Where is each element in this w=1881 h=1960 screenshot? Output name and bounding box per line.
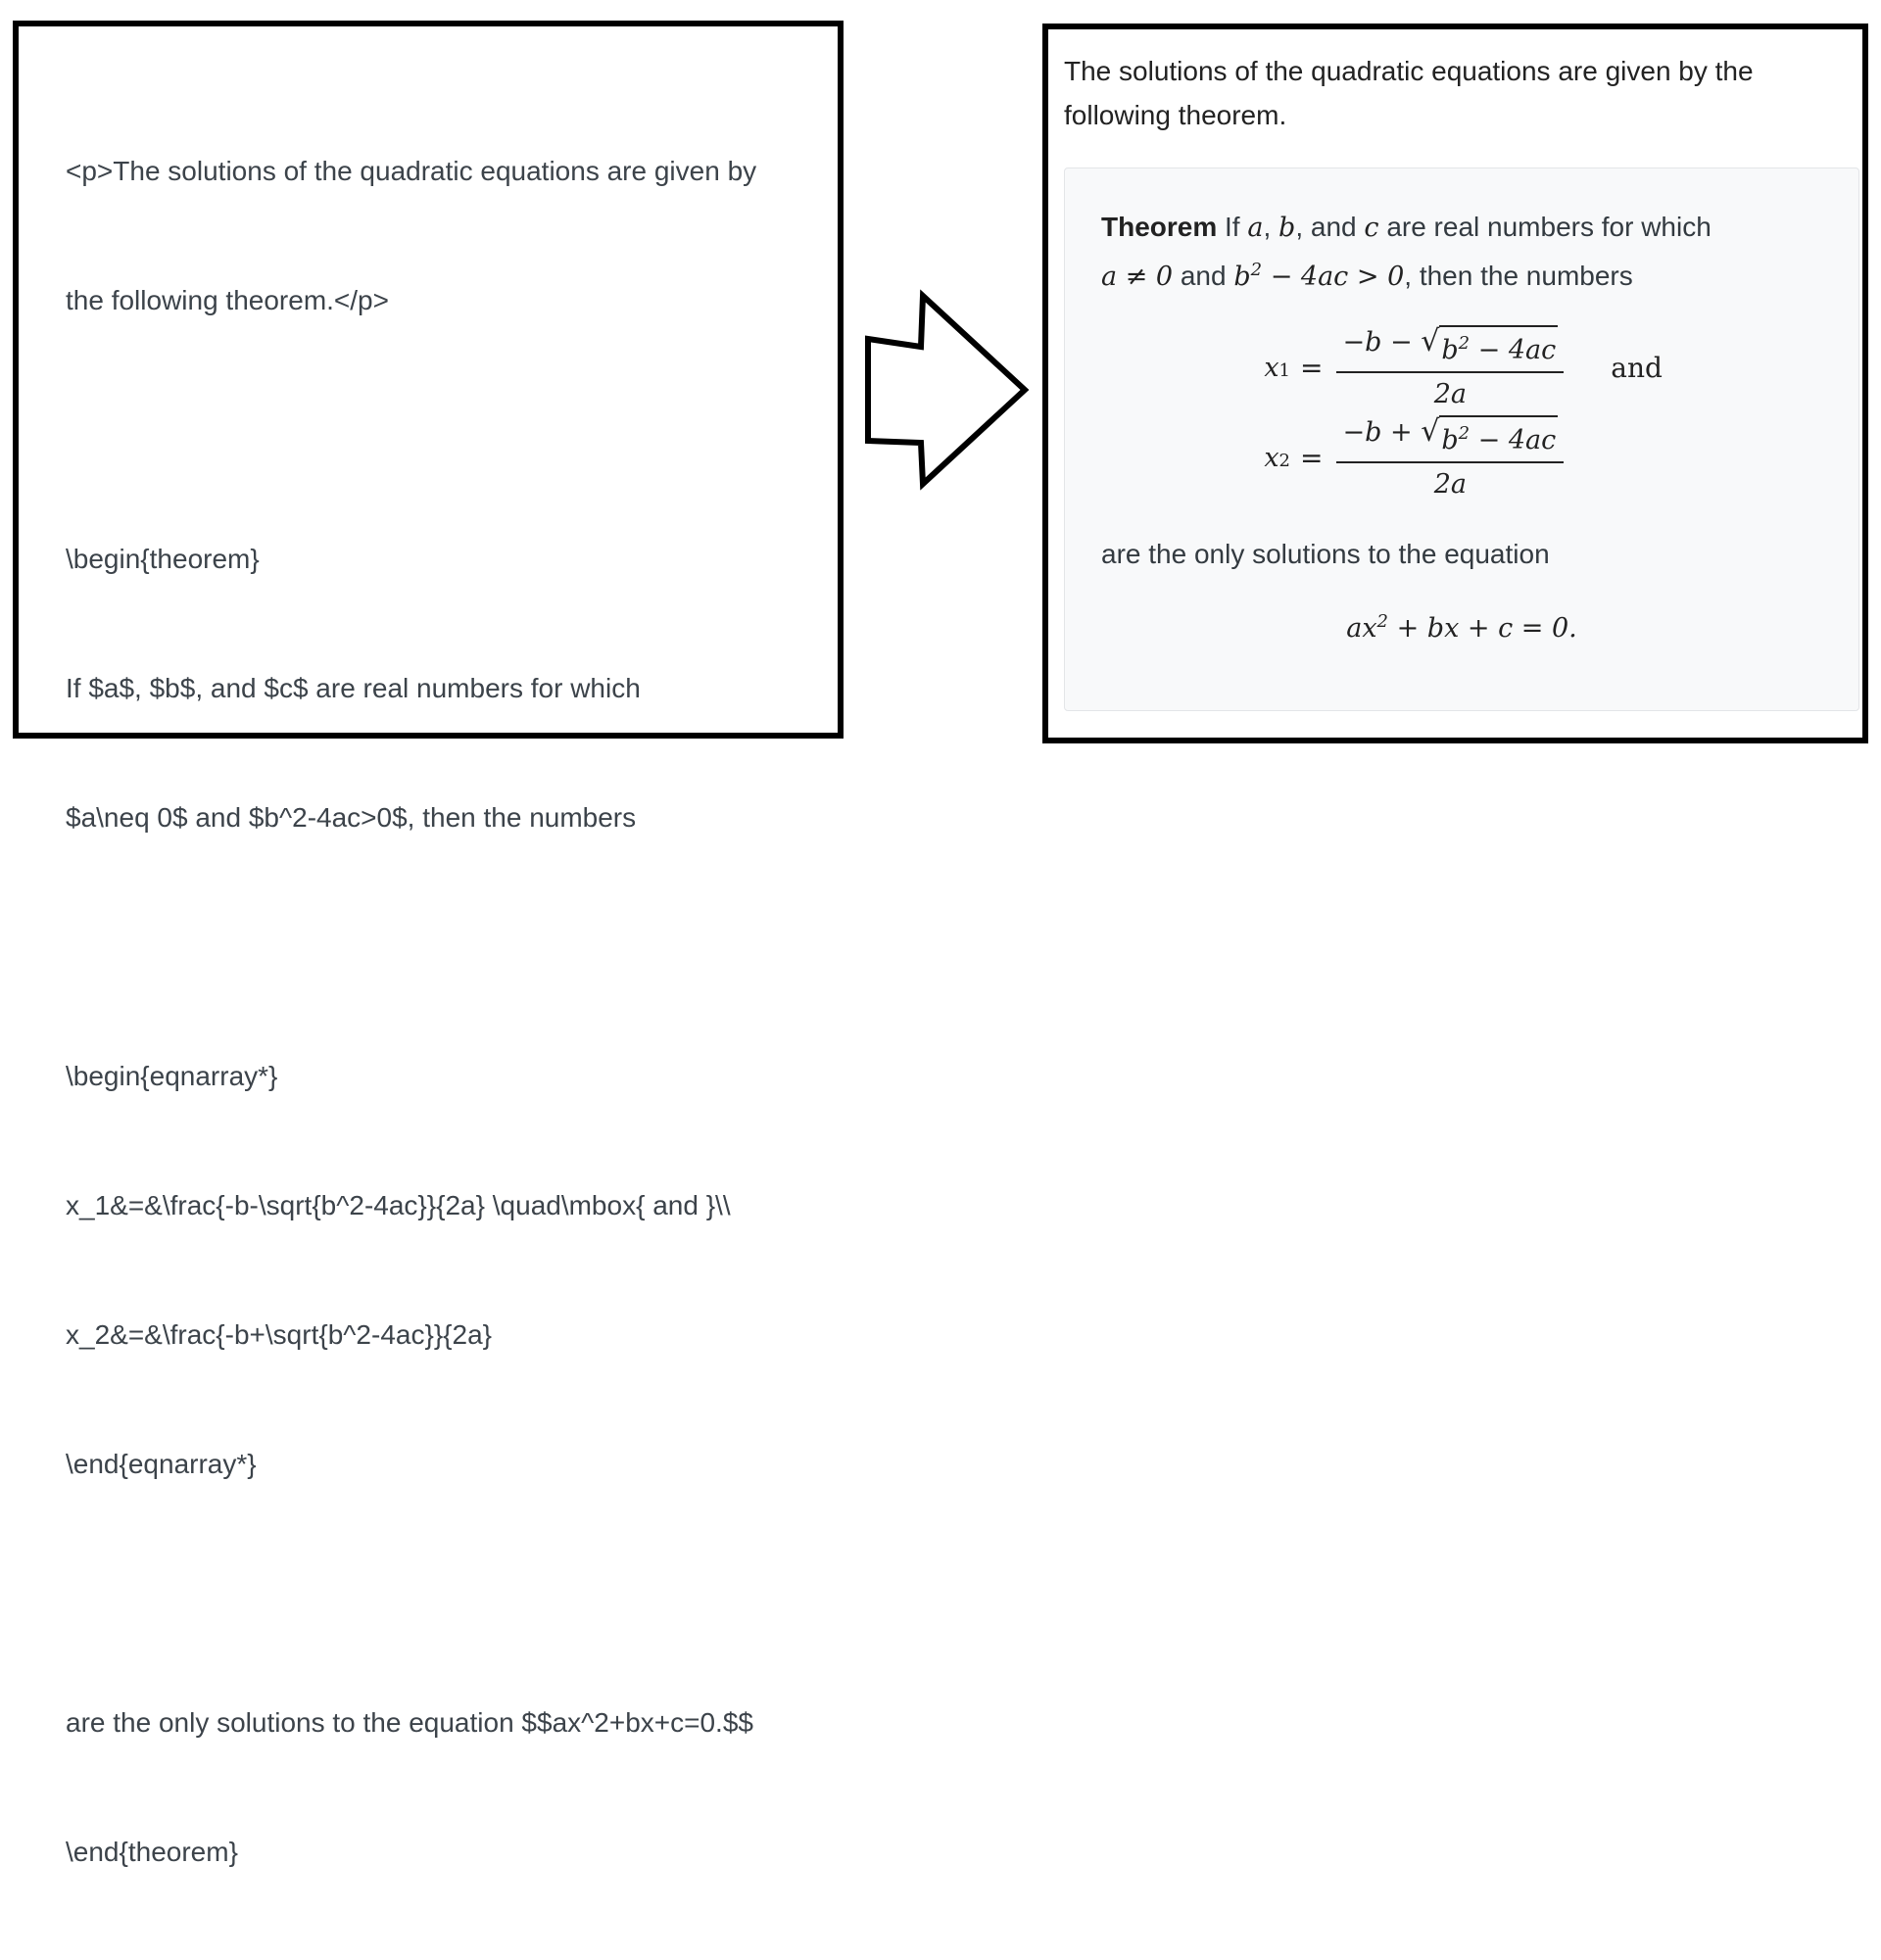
source-line: x_2&=&\frac{-b+\sqrt{b^2-4ac}}{2a} xyxy=(66,1319,493,1350)
fraction: −b + √ $b^2 - 4ac$ 2a xyxy=(1336,415,1564,500)
condition-nonzero: a ≠ 0 xyxy=(1101,262,1174,292)
source-line: <p>The solutions of the quadratic equations are given by xyxy=(66,156,757,186)
source-line: If $a$, $b$, and $c$ are real numbers for which xyxy=(66,673,641,703)
equation-x2: x 2 = −b + √ $b^2 - 4ac$ 2a xyxy=(1212,415,1564,500)
theorem-title: Theorem xyxy=(1101,212,1218,242)
source-line: the following theorem.</p> xyxy=(66,285,389,315)
source-line: \end{theorem} xyxy=(66,1837,238,1867)
source-line: \begin{eqnarray*} xyxy=(66,1061,278,1091)
theorem-statement-line-2: a ≠ 0 and $b^2 - 4ac > 0$, then the numbers xyxy=(1101,260,1633,292)
theorem-closing-text: are the only solutions to the equation xyxy=(1101,539,1550,569)
condition-discriminant: $b^2 - 4ac > 0$ xyxy=(1233,260,1405,292)
square-root: √ $b^2 - 4ac$ xyxy=(1421,324,1557,365)
intro-line: The solutions of the quadratic equations are given by the xyxy=(1064,56,1754,86)
intro-line: following theorem. xyxy=(1064,100,1287,130)
square-root: √ $b^2 - 4ac$ xyxy=(1421,414,1557,455)
latex-source-panel xyxy=(13,21,844,1867)
source-line: \begin{theorem} xyxy=(66,544,260,574)
right-arrow-icon xyxy=(862,294,1038,490)
source-code-text xyxy=(66,64,756,1960)
intro-paragraph xyxy=(1064,49,1848,137)
fraction: −b − √ $b^2 - 4ac$ 2a xyxy=(1336,325,1564,409)
theorem-statement-line-1: Theorem If a, b, and c are real numbers for which xyxy=(1101,212,1712,243)
source-line: are the only solutions to the equation $$ax^2+bx+c=0.$$ xyxy=(66,1707,753,1738)
source-line: \end{eqnarray*} xyxy=(66,1449,257,1479)
quadratic-equation: $ax^2$ + bx + c = 0. xyxy=(1346,611,1577,644)
source-line: x_1&=&\frac{-b-\sqrt{b^2-4ac}}{2a} \quad\mbox{ and }\\ xyxy=(66,1190,731,1220)
equation-x1: x 1 = −b − √ $b^2 - 4ac$ 2a and xyxy=(1264,324,1663,409)
source-line: $a\neq 0$ and $b^2-4ac>0$, then the numbers xyxy=(66,802,637,833)
rendered-output-panel xyxy=(1042,24,1868,743)
theorem-block xyxy=(1064,167,1859,711)
